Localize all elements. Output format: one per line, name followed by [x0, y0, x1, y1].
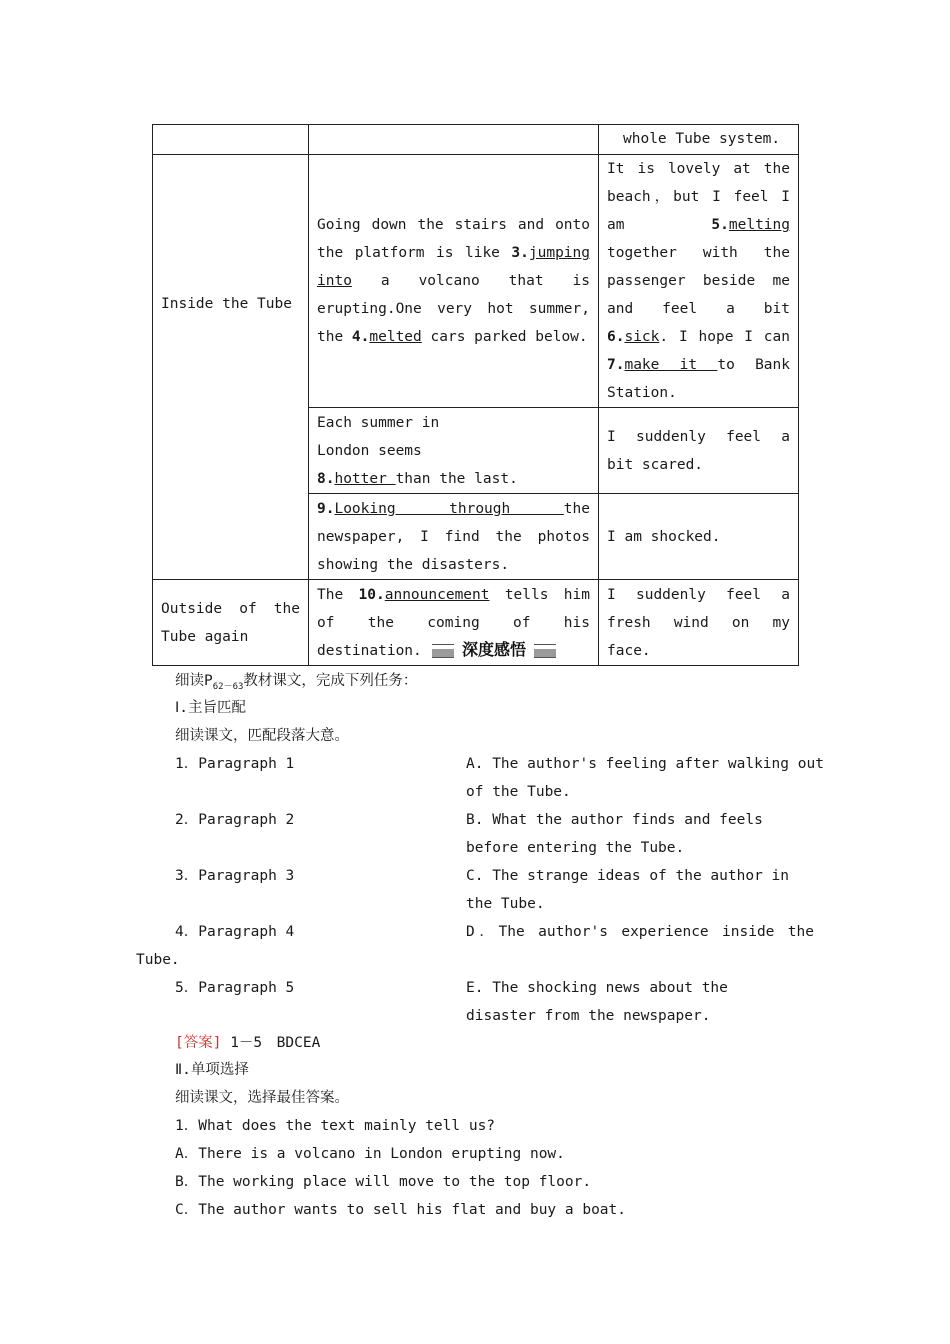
match-right-item: B. What the author finds and feels [466, 812, 763, 828]
match-left-item: 5．Paragraph 5 [175, 980, 295, 996]
answer-blank: sick [624, 329, 660, 345]
blank-number: 5. [711, 217, 729, 233]
intro-text [175, 671, 417, 697]
question-text: 1．What does the text mainly tell us? [175, 1118, 496, 1134]
match-right-item: D．The author's experience inside the [466, 924, 814, 940]
cell-text: I suddenly feel a fresh wind on my face. [607, 586, 790, 659]
answer-text: 1－5 BDCEA [221, 1035, 321, 1051]
table-cell [599, 580, 799, 666]
answer-option: C．The author wants to sell his flat and buy a boat. [175, 1202, 626, 1218]
cell-text: tells him of the coming of his destination. [317, 586, 590, 659]
table-row [153, 155, 799, 408]
table-cell [599, 155, 799, 408]
table-row [153, 125, 799, 155]
answer-blank: jumping into [317, 245, 590, 289]
intro-part: 教材课文，完成下列任务： [243, 673, 418, 689]
table-cell [309, 155, 599, 408]
blank-number: 4. [351, 329, 370, 345]
section-instruction: 细读课文，选择最佳答案。 [175, 1090, 349, 1106]
intro-part: 细读P [175, 673, 213, 689]
cell-text: . I hope I can [659, 329, 790, 345]
section-instruction: 细读课文，匹配段落大意。 [175, 728, 349, 744]
blank-number: 10. [358, 586, 385, 603]
answer-blank: Looking through [334, 500, 564, 517]
cell-text: cars parked below. [421, 329, 588, 345]
answer-blank: hotter [334, 470, 396, 487]
table-cell [599, 494, 799, 580]
blank-number: 8. [317, 470, 335, 487]
cell-text: together with the passenger beside me and feel a bit [607, 245, 790, 317]
blank-number: 9. [317, 500, 335, 517]
match-right-item: A. The author's feeling after walking out [466, 756, 824, 772]
cell-text: The [317, 586, 359, 603]
section-title: Ⅰ.主旨匹配 [175, 700, 247, 716]
match-right-item: before entering the Tube. [466, 840, 685, 856]
answer-blank: announcement [384, 586, 490, 603]
match-left-item: 4．Paragraph 4 [175, 924, 295, 940]
blank-number: 3. [511, 245, 529, 261]
match-left-item: 1．Paragraph 1 [175, 756, 295, 772]
match-right-item: E. The shocking news about the [466, 980, 728, 996]
table-cell [599, 408, 799, 494]
blank-number: 7. [607, 357, 625, 373]
row-label-outside-tube [153, 580, 309, 666]
cell-text: whole Tube system. [623, 131, 781, 147]
table-cell [599, 125, 799, 155]
cell-text: than the last. [395, 470, 518, 487]
table-cell [309, 494, 599, 580]
section-title: Ⅱ.单项选择 [175, 1062, 249, 1078]
answer-label: [答案] [175, 1035, 222, 1051]
table-cell [309, 408, 599, 494]
answer-blank: melted [369, 329, 422, 345]
cell-text: London seems [317, 442, 422, 459]
match-left-item: 2．Paragraph 2 [175, 812, 295, 828]
cell-text: Each summer in [317, 414, 440, 431]
cell-text: I suddenly feel a bit scared. [607, 428, 790, 473]
blank-number: 6. [607, 329, 625, 345]
cell-text: to Bank Station. [607, 357, 790, 401]
banner-title: 深度感悟 [454, 640, 534, 660]
match-right-item: the Tube. [466, 896, 545, 912]
answer-blank: make it [624, 357, 718, 373]
answer-blank: melting [728, 217, 790, 233]
cell-text: the newspaper, I find the photos showing the disasters. [317, 500, 590, 573]
answer-line [175, 1033, 320, 1053]
table-cell [309, 125, 599, 155]
match-right-item: C. The strange ideas of the author in [466, 868, 790, 884]
match-right-item: disaster from the newspaper. [466, 1008, 711, 1024]
cell-text: Outside of the Tube again [161, 600, 300, 645]
row-label-inside-tube [153, 155, 309, 580]
summary-table [152, 124, 799, 666]
cell-text: It is lovely at the beach，but I feel I am [607, 161, 790, 233]
cell-text: a volcano that is erupting.One very hot summer, the [317, 273, 590, 345]
table-cell [153, 125, 309, 155]
cell-text: I am shocked. [607, 528, 721, 545]
answer-option: B．The working place will move to the top floor. [175, 1174, 592, 1190]
match-left-item: 3．Paragraph 3 [175, 868, 295, 884]
cell-text: Going down the stairs and onto the platform is like [317, 217, 590, 261]
match-right-item: Tube. [136, 952, 180, 968]
answer-option: A．There is a volcano in London erupting now. [175, 1146, 565, 1162]
page-range: 62－63 [212, 681, 244, 692]
section-banner [432, 640, 556, 660]
cell-text: Inside the Tube [161, 296, 292, 312]
match-right-item: of the Tube. [466, 784, 571, 800]
